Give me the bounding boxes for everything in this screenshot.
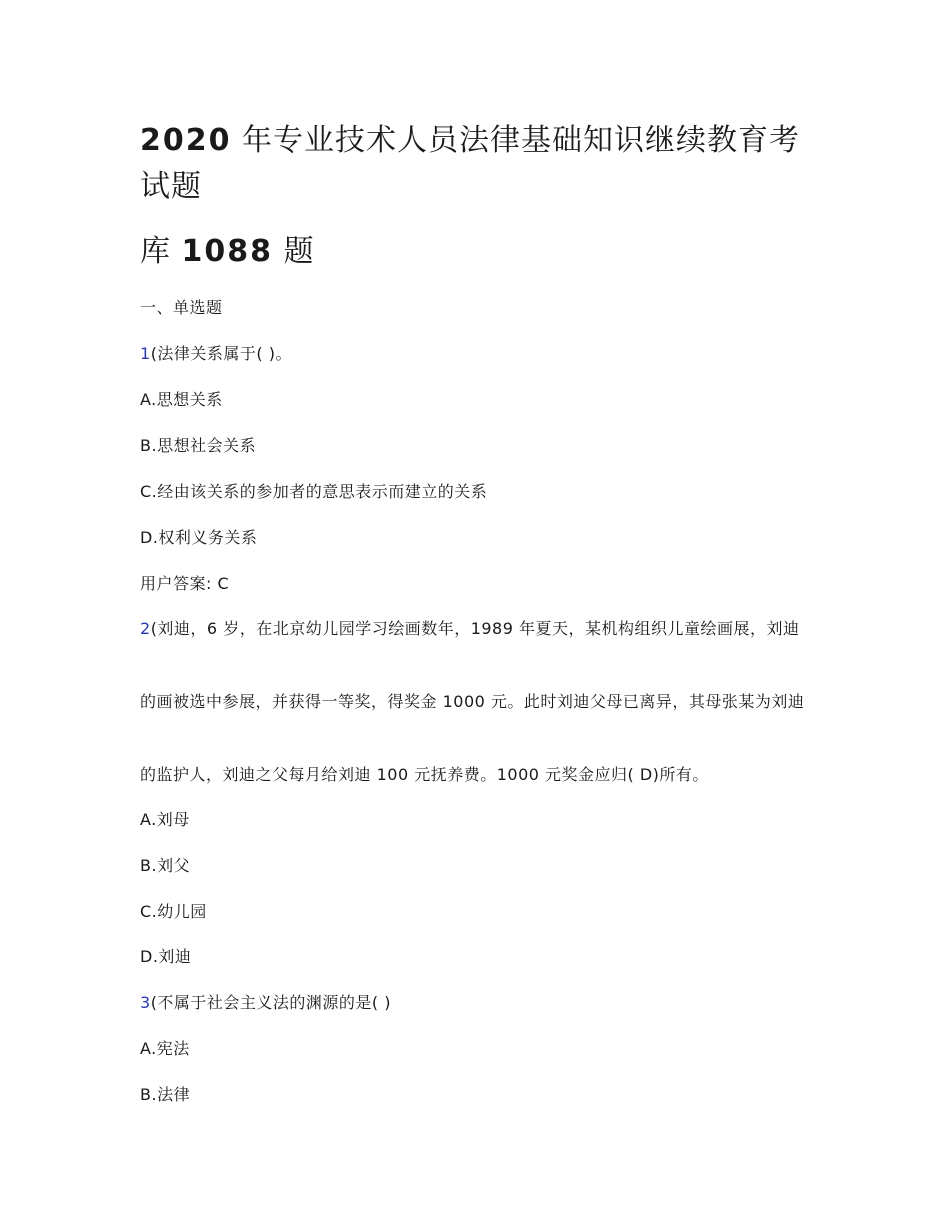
question-1-option-d: D.权利义务关系: [140, 528, 258, 547]
question-2-option-c: C.幼儿园: [140, 902, 207, 921]
title-text-line1: 年专业技术人员法律基础知识继续教育考: [242, 123, 801, 158]
question-text: (法律关系属于( )。: [150, 344, 293, 363]
question-2-stem-line1: [140, 617, 830, 641]
question-text: (不属于社会主义法的渊源的是( ): [150, 993, 392, 1012]
subtitle-suffix: 题: [283, 234, 315, 269]
title-year: 2020: [140, 123, 232, 158]
question-1-option-a: A.思想关系: [140, 390, 223, 409]
question-number: 1: [140, 344, 151, 363]
subtitle-number: 1088: [181, 234, 274, 269]
question-2-option-d: D.刘迪: [140, 947, 192, 966]
question-number: 2: [140, 619, 151, 638]
question-2-stem-line2: 的画被选中参展，并获得一等奖，得奖金 1000 元。此时刘迪父母已离异，其母张某为刘迪: [140, 692, 805, 711]
document-title: [140, 118, 840, 210]
question-1-stem: [140, 342, 292, 366]
subtitle-prefix: 库: [140, 234, 171, 269]
question-number: 3: [140, 993, 151, 1012]
question-2-option-a: A.刘母: [140, 810, 190, 829]
question-2-stem-line3: 的监护人，刘迪之父每月给刘迪 100 元抚养费。1000 元奖金应归( D)所有。: [140, 765, 709, 784]
question-1-option-c: C.经由该关系的参加者的意思表示而建立的关系: [140, 482, 488, 501]
question-3-stem: [140, 991, 391, 1015]
question-text: (刘迪，6 岁，在北京幼儿园学习绘画数年，1989 年夏天，某机构组织儿童绘画展，刘迪: [150, 619, 800, 638]
question-1-option-b: B.思想社会关系: [140, 436, 257, 455]
question-1-user-answer: 用户答案: C: [140, 574, 230, 593]
document-subtitle: [140, 229, 315, 275]
question-3-option-b: B.法律: [140, 1085, 191, 1104]
question-2-option-b: B.刘父: [140, 856, 191, 875]
question-3-option-a: A.宪法: [140, 1039, 190, 1058]
title-text-line2: 试题: [140, 169, 202, 204]
section-heading: 一、单选题: [140, 298, 223, 317]
